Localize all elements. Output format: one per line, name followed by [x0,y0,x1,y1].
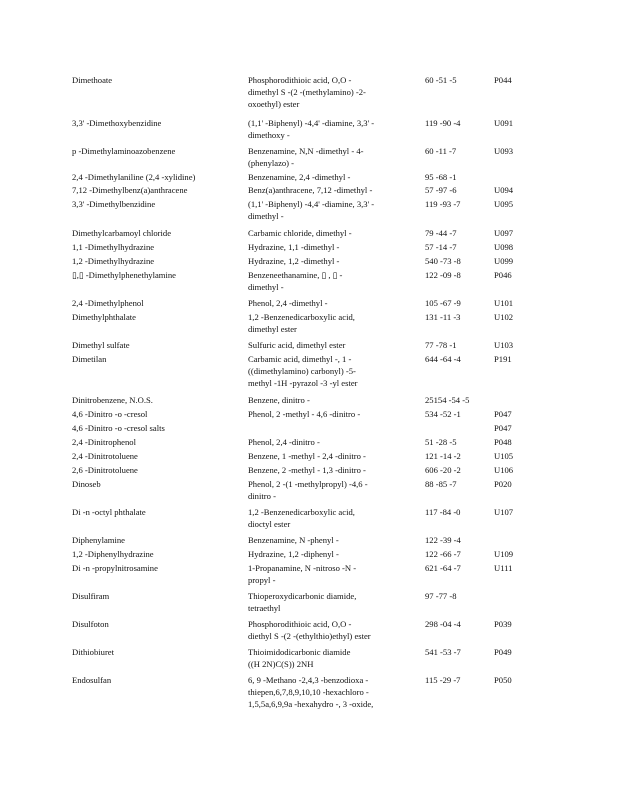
chemical-name: 1,2 -Dimethylhydrazine [72,256,155,266]
chemical-name: Dithiobiuret [72,647,115,657]
chemical-synonym: Hydrazine, 1,2 -dimethyl - [248,256,340,266]
chemical-synonym: 1-Propanamine, N -nitroso -N - propyl - [248,563,357,585]
hazard-code: P047 [494,409,512,419]
chemical-synonym: Benzeneethanamine, ▯ , ▯ - dimethyl - [248,270,343,292]
chemical-name: Di -n -propylnitrosamine [72,563,158,573]
chemical-name: Di -n -octyl phthalate [72,507,146,517]
chemical-name: Endosulfan [72,675,112,685]
cas-number: 122 -09 -8 [425,270,461,280]
hazard-code: U095 [494,199,514,209]
cas-number: 88 -85 -7 [425,479,457,489]
hazard-code: U091 [494,118,514,128]
chemical-synonym: Carbamic acid, dimethyl -, 1 - ((dimethylamino) carbonyl) -5- methyl -1H -pyrazol -3 -yl ester [248,354,358,388]
chemical-name: 2,4 -Dinitrotoluene [72,451,138,461]
chemical-name: Dimethylcarbamoyl chloride [72,228,172,238]
cas-number: 122 -39 -4 [425,535,461,545]
hazard-code: U111 [494,563,513,573]
chemical-synonym: 1,2 -Benzenedicarboxylic acid, dimethyl ester [248,312,355,334]
chemical-name: 2,4 -Dimethylaniline (2,4 -xylidine) [72,172,196,182]
chemical-synonym: Thioimidodicarbonic diamide ((H 2N)C(S)) 2NH [248,647,351,669]
cas-number: 77 -78 -1 [425,340,457,350]
hazard-code: P050 [494,675,512,685]
hazard-code: P020 [494,479,512,489]
cas-number: 644 -64 -4 [425,354,461,364]
cas-number: 540 -73 -8 [425,256,461,266]
hazard-code: U098 [494,242,514,252]
chemical-synonym: Hydrazine, 1,2 -diphenyl - [248,549,339,559]
chemical-synonym: Benzenamine, N -phenyl - [248,535,339,545]
chemical-synonym: Phenol, 2 -methyl - 4,6 -dinitro - [248,409,361,419]
cas-number: 25154 -54 -5 [425,395,470,405]
chemical-name: 3,3' -Dimethylbenzidine [72,199,156,209]
hazard-code: P039 [494,619,512,629]
chemical-name: 2,6 -Dinitrotoluene [72,465,138,475]
chemical-name: p -Dimethylaminoazobenzene [72,146,176,156]
hazard-code: U109 [494,549,514,559]
cas-number: 57 -97 -6 [425,185,457,195]
cas-number: 606 -20 -2 [425,465,461,475]
chemical-synonym: Phosphorodithioic acid, O,O - dimethyl S -(2 -(methylamino) -2- oxoethyl) ester [248,75,366,109]
chemical-name: 4,6 -Dinitro -o -cresol salts [72,423,165,433]
hazard-code: P047 [494,423,512,433]
chemical-name: 7,12 -Dimethylbenz(a)anthracene [72,185,188,195]
chemical-name: Dimethoate [72,75,113,85]
chemical-name: Disulfiram [72,591,110,601]
chemical-name: Dimethylphthalate [72,312,136,322]
cas-number: 97 -77 -8 [425,591,457,601]
cas-number: 122 -66 -7 [425,549,461,559]
cas-number: 121 -14 -2 [425,451,461,461]
chemical-synonym: Benzene, 2 -methyl - 1,3 -dinitro - [248,465,366,475]
chemical-synonym: Benzenamine, 2,4 -dimethyl - [248,172,351,182]
hazard-code: U093 [494,146,514,156]
cas-number: 541 -53 -7 [425,647,461,657]
chemical-name: 1,1 -Dimethylhydrazine [72,242,155,252]
cas-number: 60 -51 -5 [425,75,457,85]
chemical-synonym: Benzene, 1 -methyl - 2,4 -dinitro - [248,451,366,461]
cas-number: 131 -11 -3 [425,312,461,322]
chemical-synonym: Phosphorodithioic acid, O,O - diethyl S -(2 -(ethylthio)ethyl) ester [248,619,371,641]
hazard-code: P191 [494,354,512,364]
chemical-name: 2,4 -Dimethylphenol [72,298,144,308]
cas-number: 119 -90 -4 [425,118,461,128]
hazard-code: P048 [494,437,512,447]
chemical-name: Dinitrobenzene, N.O.S. [72,395,153,405]
chemical-synonym: (1,1' -Biphenyl) -4,4' -diamine, 3,3' - dimethoxy - [248,118,375,140]
chemical-synonym: Carbamic chloride, dimethyl - [248,228,352,238]
chemical-name: Disulfoton [72,619,109,629]
hazard-code: U106 [494,465,514,475]
chemical-synonym: Phenol, 2 -(1 -methylpropyl) -4,6 - dinitro - [248,479,368,501]
cas-number: 119 -93 -7 [425,199,461,209]
hazard-code: U094 [494,185,514,195]
cas-number: 60 -11 -7 [425,146,457,156]
hazard-code: U103 [494,340,514,350]
chemical-name: 2,4 -Dinitrophenol [72,437,136,447]
chemical-name: Dimetilan [72,354,107,364]
cas-number: 51 -28 -5 [425,437,457,447]
hazard-code: U105 [494,451,514,461]
chemical-synonym: 6, 9 -Methano -2,4,3 -benzodioxa - thiepen,6,7,8,9,10,10 -hexachloro - 1,5,5a,6,9,9a -hexahydro -, 3 -oxide, [248,675,374,709]
cas-number: 117 -84 -0 [425,507,461,517]
hazard-code: U099 [494,256,514,266]
chemical-name: 3,3' -Dimethoxybenzidine [72,118,162,128]
hazard-code: P049 [494,647,512,657]
chemical-name: 1,2 -Diphenylhydrazine [72,549,154,559]
hazard-code: U102 [494,312,514,322]
hazard-code: P046 [494,270,512,280]
chemical-name: Dimethyl sulfate [72,340,130,350]
chemical-synonym: (1,1' -Biphenyl) -4,4' -diamine, 3,3' - dimethyl - [248,199,375,221]
chemical-synonym: Benz(a)anthracene, 7,12 -dimethyl - [248,185,373,195]
chemical-synonym: Hydrazine, 1,1 -dimethyl - [248,242,340,252]
chemical-synonym: Benzenamine, N,N -dimethyl - 4- (phenylazo) - [248,146,364,168]
cas-number: 621 -64 -7 [425,563,461,573]
chemical-synonym: Benzene, dinitro - [248,395,310,405]
chemical-name: ▯,▯ -Dimethylphenethylamine [72,270,176,280]
hazard-code: U097 [494,228,514,238]
cas-number: 95 -68 -1 [425,172,457,182]
chemical-name: Diphenylamine [72,535,125,545]
cas-number: 105 -67 -9 [425,298,461,308]
chemical-synonym: Sulfuric acid, dimethyl ester [248,340,346,350]
chemical-synonym: Thioperoxydicarbonic diamide, tetraethyl [248,591,357,613]
cas-number: 534 -52 -1 [425,409,461,419]
cas-number: 115 -29 -7 [425,675,461,685]
cas-number: 298 -04 -4 [425,619,461,629]
hazard-code: U101 [494,298,514,308]
chemical-name: Dinoseb [72,479,101,489]
chemical-synonym: 1,2 -Benzenedicarboxylic acid, dioctyl ester [248,507,355,529]
chemical-synonym: Phenol, 2,4 -dinitro - [248,437,320,447]
hazard-code: U107 [494,507,514,517]
chemical-name: 4,6 -Dinitro -o -cresol [72,409,148,419]
hazard-code: P044 [494,75,512,85]
cas-number: 57 -14 -7 [425,242,457,252]
cas-number: 79 -44 -7 [425,228,457,238]
chemical-synonym: Phenol, 2,4 -dimethyl - [248,298,328,308]
